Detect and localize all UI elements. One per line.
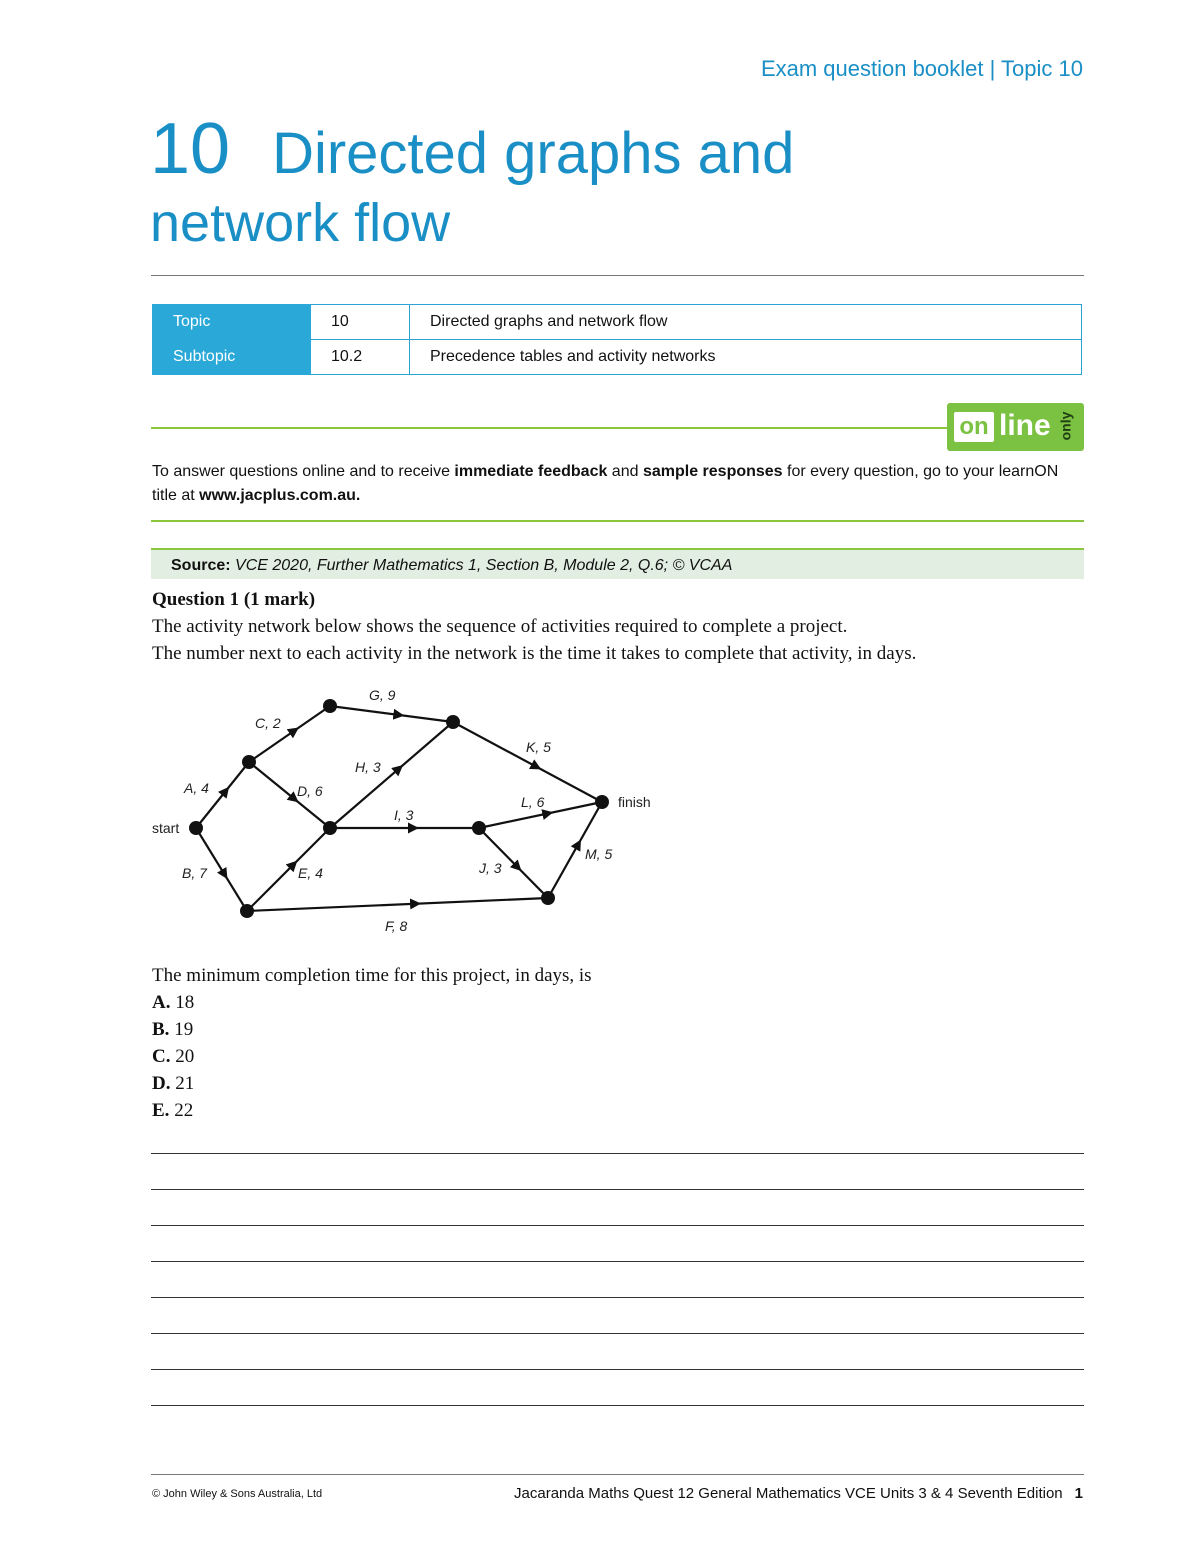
option-c[interactable] [152,1046,194,1068]
finish-node [595,795,609,809]
badge-on-text: on [954,412,994,442]
online-divider [151,427,951,429]
option-value: 21 [175,1073,195,1094]
start-node [189,821,203,835]
answer-line[interactable] [151,1333,1084,1334]
activity-label-k: K, 5 [526,739,551,755]
question-text-line2: The number next to each activity in the network is the time it takes to complete that activity, in days. [152,643,917,664]
activity-network-diagram [140,680,680,950]
subtopic-row [153,340,1082,375]
option-a[interactable] [152,992,194,1014]
network-labels [152,687,651,934]
subtopic-label: Subtopic [153,340,311,375]
topic-table [152,304,1082,375]
network-node [323,821,337,835]
option-letter: B. [152,1019,170,1040]
activity-label-a: A, 4 [184,780,209,796]
option-value: 18 [175,992,195,1013]
intro-bold-responses: sample responses [642,463,783,480]
activity-label-h: H, 3 [355,759,381,775]
answer-line[interactable] [151,1153,1084,1154]
subtopic-text: Precedence tables and activity networks [410,340,1082,375]
option-letter: C. [152,1046,171,1067]
activity-label-m: M, 5 [585,846,613,862]
topic-label: Topic [153,305,311,340]
intro-divider [151,520,1084,522]
question-prompt: The minimum completion time for this project, in days, is [152,965,592,986]
network-node [541,891,555,905]
answer-line[interactable] [151,1405,1084,1406]
intro-part3: for every question, go to your learnON title at [152,463,1059,504]
finish-label: finish [618,794,651,810]
activity-label-e: E, 4 [298,865,323,881]
source-text: VCE 2020, Further Mathematics 1, Section B, Module 2, Q.6; © VCAA [235,557,733,574]
activity-label-f: F, 8 [385,918,408,934]
source-bar [151,548,1084,579]
intro-part2: and [607,463,643,480]
badge-line-text: line [999,409,1051,442]
footer-copyright: © John Wiley & Sons Australia, Ltd [152,1488,323,1500]
activity-label-g: G, 9 [369,687,396,703]
title-divider [151,275,1084,276]
topic-text: Directed graphs and network flow [410,305,1082,340]
network-node [240,904,254,918]
network-node [446,715,460,729]
option-value: 20 [175,1046,195,1067]
option-d[interactable] [152,1073,194,1095]
source-label: Source: [171,557,231,574]
activity-label-b: B, 7 [182,865,207,881]
chapter-title-line1 [150,108,794,191]
activity-edge-g [330,706,453,722]
chapter-title-text: Directed graphs and [272,121,795,186]
answer-line[interactable] [151,1225,1084,1226]
topic-row [153,305,1082,340]
option-letter: E. [152,1100,170,1121]
option-e[interactable] [152,1100,193,1122]
option-value: 22 [174,1100,194,1121]
intro-bold-feedback: immediate feedback [454,463,608,480]
answer-line[interactable] [151,1189,1084,1190]
network-node [242,755,256,769]
activity-label-i: I, 3 [394,807,414,823]
answer-line[interactable] [151,1297,1084,1298]
activity-edge-k [453,722,602,802]
answer-line[interactable] [151,1261,1084,1262]
footer-divider [151,1474,1084,1475]
start-label: start [152,820,180,836]
page-number: 1 [1074,1485,1083,1502]
activity-label-c: C, 2 [255,715,281,731]
online-only-badge [947,403,1084,451]
activity-edge-h [330,722,453,828]
intro-text [152,460,1082,508]
answer-line[interactable] [151,1369,1084,1370]
activity-label-j: J, 3 [479,860,502,876]
footer-book-text: Jacaranda Maths Quest 12 General Mathematics VCE Units 3 & 4 Seventh Edition [514,1485,1063,1502]
option-value: 19 [174,1019,194,1040]
option-letter: A. [152,992,171,1013]
activity-label-d: D, 6 [297,783,323,799]
activity-label-l: L, 6 [521,794,545,810]
option-b[interactable] [152,1019,193,1041]
badge-only-text: only [1057,411,1074,441]
network-node [323,699,337,713]
jacplus-link[interactable]: www.jacplus.com.au. [199,487,361,504]
question-title: Question 1 (1 mark) [152,589,316,610]
topic-number: 10 [311,305,410,340]
question-text-line1: The activity network below shows the sequence of activities required to complete a project. [152,616,848,637]
chapter-number: 10 [150,109,231,189]
footer-book-title [514,1485,1083,1502]
activity-edge-f [247,898,548,911]
chapter-title-line2: network flow [150,193,451,253]
network-node [472,821,486,835]
subtopic-number: 10.2 [311,340,410,375]
option-letter: D. [152,1073,171,1094]
header-label: Exam question booklet | Topic 10 [760,56,1083,81]
intro-part1: To answer questions online and to receive [152,463,455,480]
